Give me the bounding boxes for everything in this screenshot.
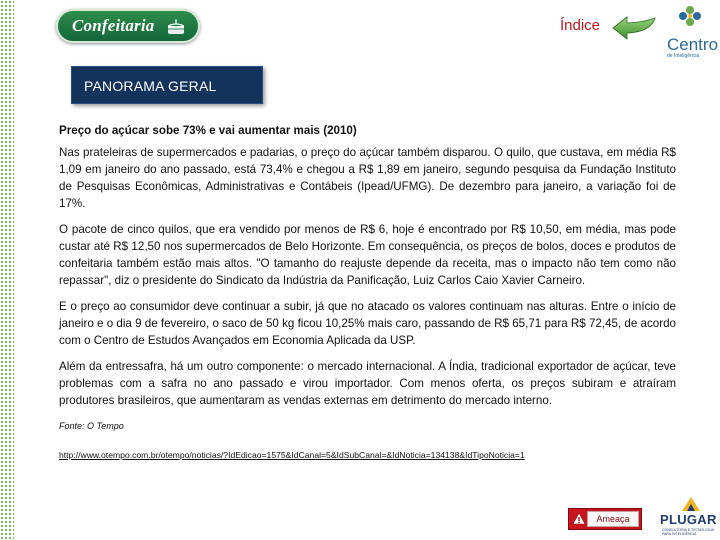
index-link[interactable]: Índice [560,17,601,34]
logo-label: Confeitaria [72,16,155,35]
warning-icon [572,512,586,526]
confeitaria-logo [56,9,200,43]
brand-subtitle: de Inteligência [667,53,700,59]
threat-button[interactable] [568,508,642,530]
decorative-dot-border [0,0,14,540]
article-source: Fonte: O Tempo [59,421,124,431]
article-paragraph-1: Nas prateleiras de supermercados e padarias, o preço do açúcar também disparou. O quilo, que custava, em média R$ 1,09 em janeiro do ano passado, está 73,4% e chegou a R$ 1,89 em janeiro, segundo pesquisa da Fundação Instituto de Pesquisas Econômicas, Administrativas e Contábeis (Ipead/UFMG). De dezembro para janeiro, a variação foi de 17%. [59,146,676,210]
partner-name: PLUGAR [660,512,717,527]
back-arrow-icon[interactable] [611,14,657,40]
partner-subtitle: CONSULTORIA E TECNOLOGIA PARA INTELIGÊNCIA [662,528,714,536]
article-paragraph-4: Além da entressafra, há um outro componente: o mercado internacional. A Índia, tradicional exportador de açúcar, teve problemas com a safra no ano passado e virou importador. Com menos oferta, os preços subiram e atraíram produtores brasileiros, que aumentaram as vendas externas em detrimento do mercado interno. [59,360,676,407]
threat-button-label-box [587,511,639,527]
article-source-link[interactable]: http://www.otempo.com.br/otempo/noticias/?IdEdicao=1575&IdCanal=5&IdSubCanal=&IdNoticia=134138&IdTipoNoticia=1 [59,450,525,460]
article-paragraph-2: O pacote de cinco quilos, que era vendido por menos de R$ 6, hoje é encontrado por R$ 10,50, em média, mas pode custar até R$ 12,50 nos supermercados de Belo Horizonte. Em consequência, os preços de bolos, doces e produtos de confeitaria também estão mais altos. "O tamanho do reajuste depende da receita, mas o impacto não tem como não repassar", diz o presidente do Sindicato da Indústria da Panificação, Luiz Carlos Caio Xavier Carneiro. [59,223,676,287]
article-headline: Preço do açúcar sobe 73% e vai aumentar mais (2010) [59,124,357,137]
brand-name: Centro [667,35,719,54]
threat-button-label: Ameaça [596,514,630,524]
plugar-logo-icon [680,495,702,513]
article-paragraph-3: E o preço ao consumidor deve continuar a subir, já que no atacado os valores continuam nas alturas. Entre o início de janeiro e o dia 9 de fevereiro, o saco de 50 kg ficou 10,25% mais caro, passando de R$ 65,71 para R$ 72,45, de acordo com o Centro de Estudos Avançados em Economia Aplicada da USP. [59,300,676,347]
cake-icon [166,17,186,35]
section-title: PANORAMA GERAL [84,78,217,94]
article-content [59,122,676,464]
